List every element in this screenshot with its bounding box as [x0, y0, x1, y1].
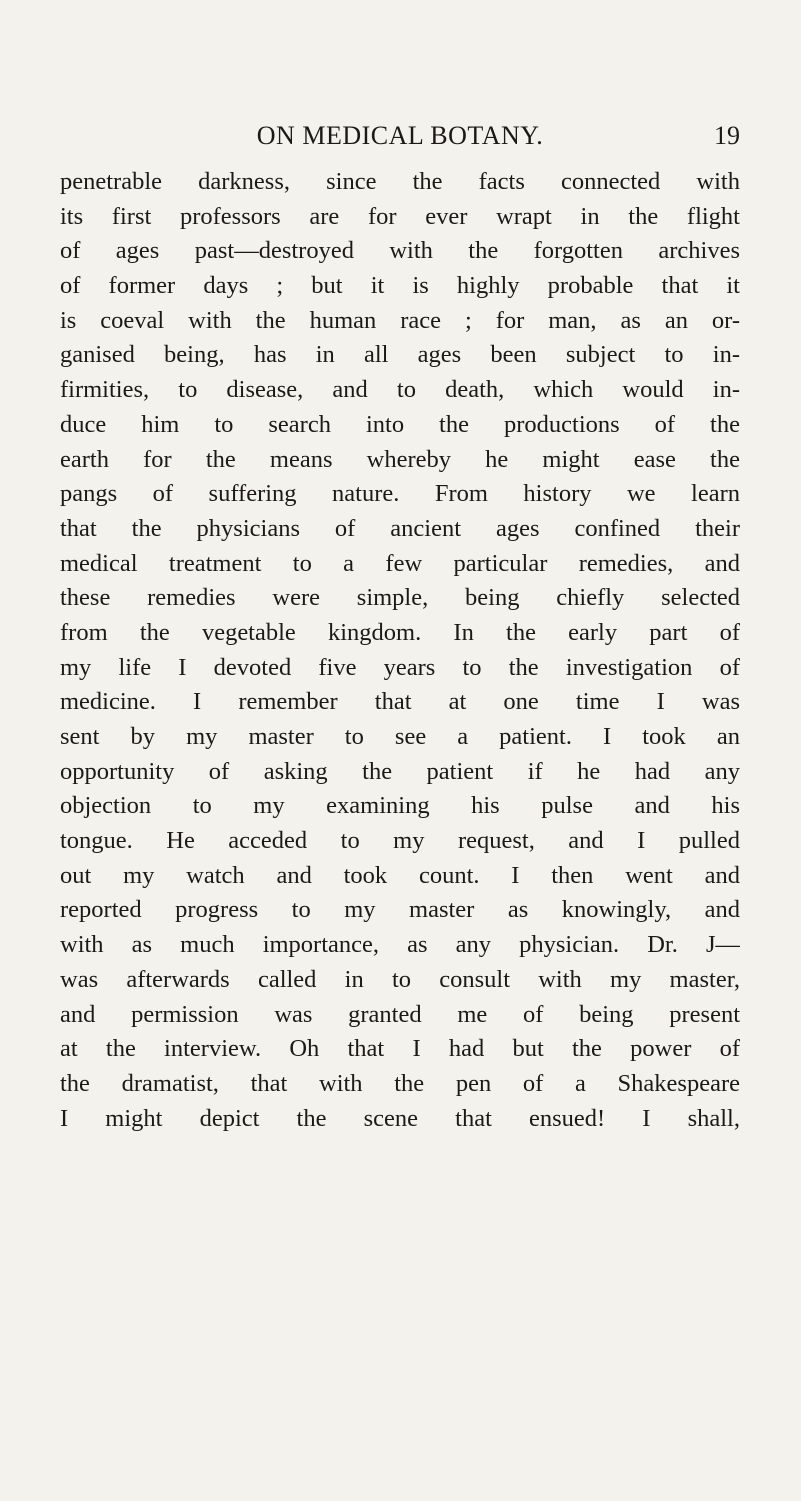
text-line: sent by my master to see a patient. I took an: [60, 723, 740, 750]
page-number: 19: [714, 121, 740, 150]
text-line: from the vegetable kingdom. In the early part of: [60, 618, 740, 646]
text-line: ganised being, has in all ages been subject to in-: [60, 341, 740, 369]
text-line: the dramatist, that with the pen of a Shakespeare: [60, 1069, 740, 1097]
text-line: tongue. He acceded to my request, and I pulled: [60, 827, 740, 855]
text-line: is coeval with the human race ; for man, as an or-: [60, 306, 740, 334]
text-line: was afterwards called in to consult with my master,: [60, 965, 740, 993]
text-line: firmities, to disease, and to death, which would in-: [60, 376, 740, 404]
text-line: at the interview. Oh that I had but the power of: [60, 1035, 740, 1063]
text-line: medicine. I remember that at one time I was: [60, 688, 740, 716]
text-line: medical treatment to a few particular remedies, and: [60, 549, 740, 577]
text-line: of former days ; but it is highly probable that it: [60, 272, 740, 300]
running-title: ON MEDICAL BOTANY.: [256, 121, 544, 150]
text-line: its first professors are for ever wrapt in the flight: [60, 202, 740, 230]
text-line: duce him to search into the productions of the: [60, 410, 740, 438]
text-line: opportunity of asking the patient if he had any: [60, 757, 740, 785]
text-line: that the physicians of ancient ages confined their: [60, 514, 740, 542]
body-text: [60, 165, 740, 1136]
text-line: pangs of suffering nature. From history we learn: [60, 480, 740, 508]
running-head: [60, 118, 740, 158]
text-line: I might depict the scene that ensued! I shall,: [60, 1104, 740, 1132]
text-line: with as much importance, as any physician. Dr. J—: [60, 931, 740, 959]
text-line: these remedies were simple, being chiefly selected: [60, 584, 740, 612]
text-line: penetrable darkness, since the facts connected with: [60, 168, 740, 195]
text-line: earth for the means whereby he might ease the: [60, 445, 740, 473]
text-line: objection to my examining his pulse and his: [60, 792, 740, 820]
text-line: my life I devoted five years to the investigation of: [60, 653, 740, 681]
text-line: out my watch and took count. I then went and: [60, 861, 740, 889]
text-line: reported progress to my master as knowingly, and: [60, 896, 740, 924]
text-line: of ages past—destroyed with the forgotten archives: [60, 237, 740, 265]
text-line: and permission was granted me of being present: [60, 1000, 740, 1028]
